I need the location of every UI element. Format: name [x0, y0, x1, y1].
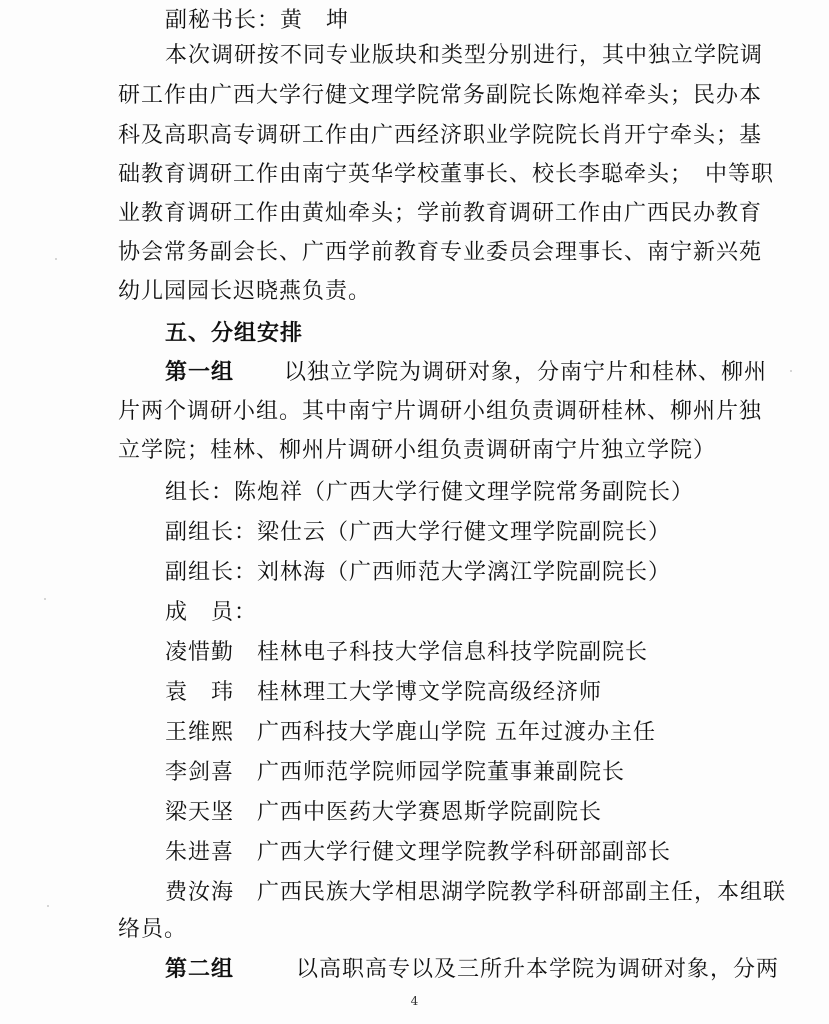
group-one-text: 以独立学院为调研对象，分南宁片和桂林、柳州 — [284, 360, 768, 385]
member-line: 李剑喜 广西师范学院师园学院董事兼副院长 — [165, 760, 626, 785]
deputy-secretary-general-line: 副秘书长：黄 坤 — [165, 8, 350, 33]
paragraph-line: 幼儿园园长迟晓燕负责。 — [118, 279, 372, 304]
scan-speck — [790, 370, 792, 372]
member-line: 袁 玮 桂林理工大学博文学院高级经济师 — [165, 680, 603, 705]
deputy-leader-line: 副组长：刘林海（广西师范大学漓江学院副院长） — [165, 560, 672, 585]
section-heading: 五、分组安排 — [165, 321, 304, 346]
page-number: 4 — [410, 994, 419, 1008]
group-one-label: 第一组 — [165, 360, 235, 385]
paragraph-line: 片两个调研小组。其中南宁片调研小组负责调研桂林、柳州片独 — [118, 399, 763, 424]
group-two-line — [165, 955, 779, 985]
paragraph-line: 业教育调研工作由黄灿牵头；学前教育调研工作由广西民办教育 — [118, 201, 763, 226]
paragraph-line: 研工作由广西大学行健文理学院常务副院长陈炮祥牵头；民办本 — [118, 83, 763, 108]
paragraph-line: 立学院；桂林、柳州片调研小组负责调研南宁片独立学院） — [118, 438, 717, 463]
paragraph-line: 科及高职高专调研工作由广西经济职业学院院长肖开宁牵头；基 — [118, 123, 763, 148]
member-line: 王维熙 广西科技大学鹿山学院 五年过渡办主任 — [165, 720, 656, 745]
deputy-leader-line: 副组长：梁仕云（广西大学行健文理学院副院长） — [165, 520, 672, 545]
paragraph-line: 础教育调研工作由南宁英华学校董事长、校长李聪牵头； 中等职 — [118, 162, 775, 187]
member-line: 朱进喜 广西大学行健文理学院教学科研部副部长 — [165, 840, 672, 865]
member-line: 梁天坚 广西中医药大学赛恩斯学院副院长 — [165, 800, 603, 825]
paragraph-line: 协会常务副会长、广西学前教育专业委员会理事长、南宁新兴苑 — [118, 240, 763, 265]
scan-speck — [47, 905, 49, 907]
paragraph-line: 本次调研按不同专业版块和类型分别进行，其中独立学院调 — [165, 43, 764, 68]
member-line: 凌惜勤 桂林电子科技大学信息科技学院副院长 — [165, 640, 649, 665]
group-two-text: 以高职高专以及三所升本学院为调研对象，分两 — [296, 957, 780, 982]
members-label: 成 员： — [165, 600, 258, 625]
group-one-line — [165, 358, 767, 388]
paragraph-line: 络员。 — [118, 917, 188, 942]
member-line: 费汝海 广西民族大学相思湖学院教学科研部副主任，本组联 — [165, 880, 787, 905]
group-two-label: 第二组 — [165, 957, 235, 982]
group-leader-line: 组长：陈炮祥（广西大学行健文理学院常务副院长） — [165, 480, 695, 505]
scan-speck — [44, 598, 46, 600]
scan-speck — [55, 258, 57, 260]
